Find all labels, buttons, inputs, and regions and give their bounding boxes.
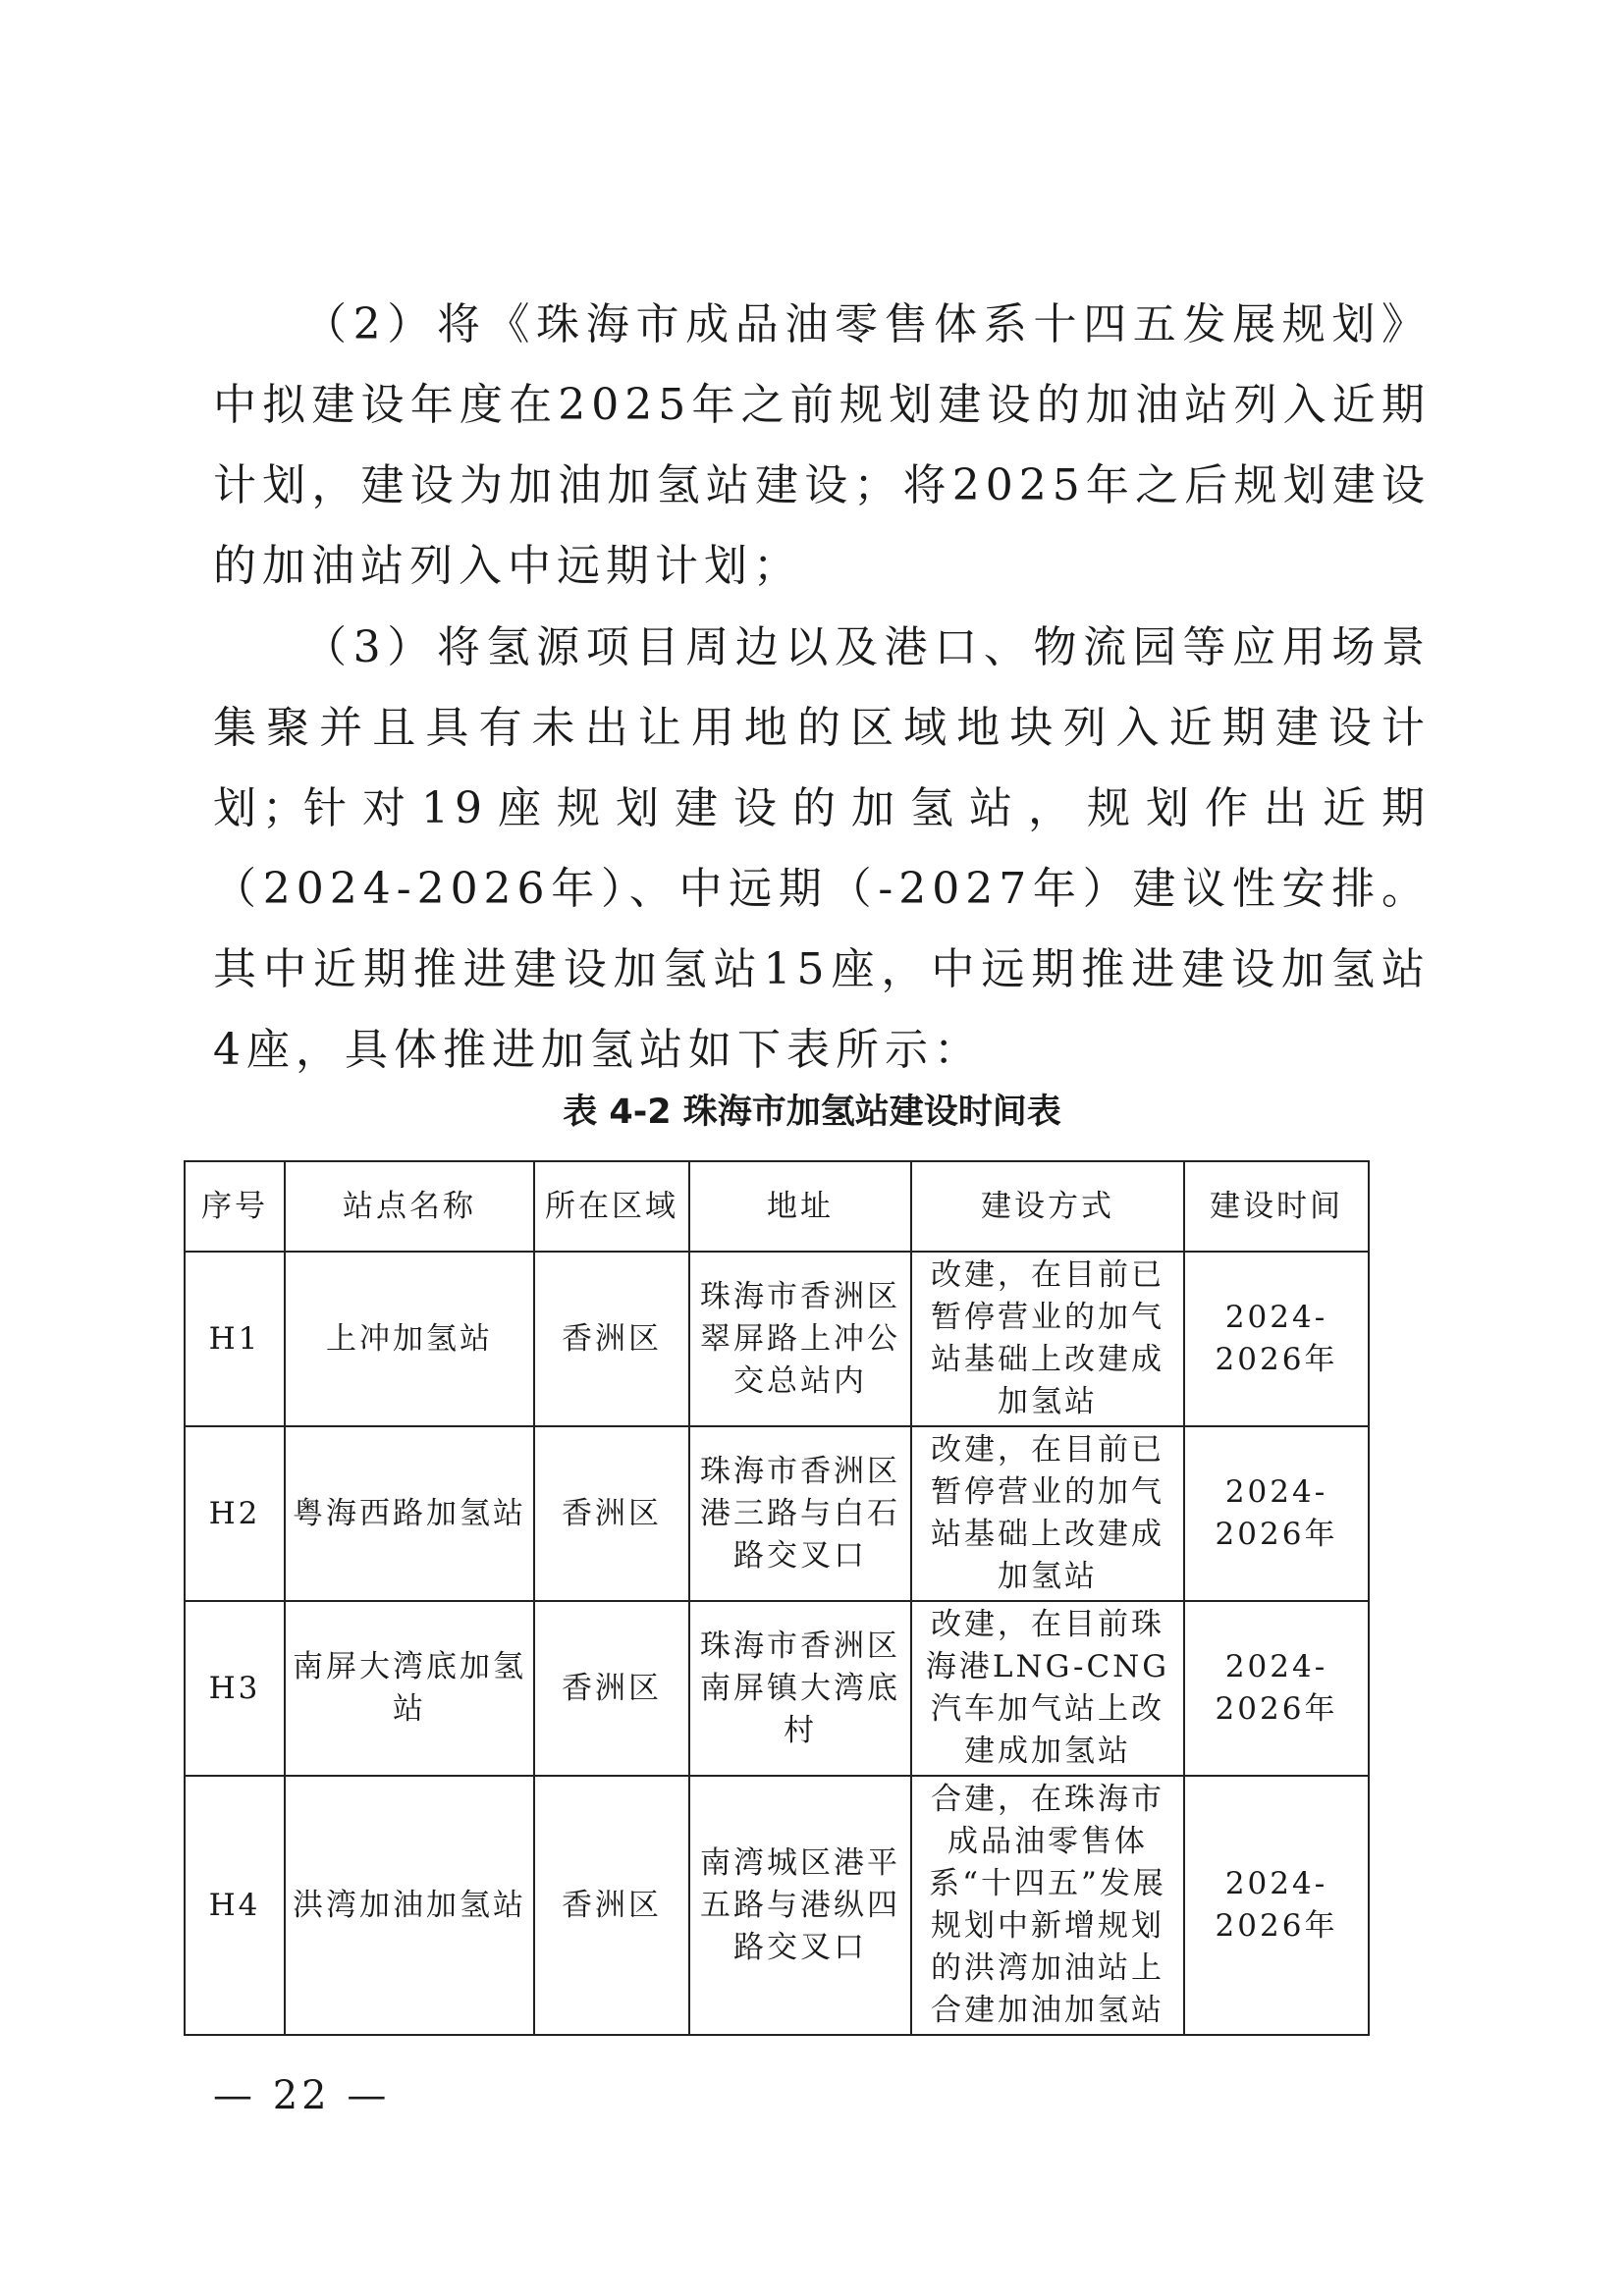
cell-serial: H3: [185, 1601, 285, 1776]
header-construction-time: 建设时间: [1184, 1161, 1369, 1252]
cell-construction-mode: 改建，在目前已暂停营业的加气站基础上改建成加氢站: [911, 1252, 1184, 1426]
cell-construction-mode: 合建，在珠海市成品油零售体系“十四五”发展规划中新增规划的洪湾加油站上合建加油加氢站: [911, 1776, 1184, 2035]
cell-district: 香洲区: [534, 1252, 689, 1426]
cell-district: 香洲区: [534, 1776, 689, 2035]
cell-construction-time: 2024-2026年: [1184, 1776, 1369, 2035]
paragraph-plan-item-2: （2）将《珠海市成品油零售体系十四五发展规划》中拟建设年度在2025年之前规划建设的加油站列入近期计划，建设为加油加氢站建设；将2025年之后规划建设的加油站列入中远期计划；: [213, 299, 1431, 591]
cell-serial: H4: [185, 1776, 285, 2035]
table-row: [185, 1426, 1369, 1601]
cell-serial: H2: [185, 1426, 285, 1601]
cell-district: 香洲区: [534, 1601, 689, 1776]
header-district: 所在区域: [534, 1161, 689, 1252]
hydrogen-station-schedule-table: [184, 1160, 1370, 2036]
table-row: [185, 1601, 1369, 1776]
cell-station-name: 南屏大湾底加氢站: [285, 1601, 534, 1776]
paragraph-plan-item-3: （3）将氢源项目周边以及港口、物流园等应用场景集聚并且具有未出让用地的区域地块列入近期建设计划；: [213, 622, 1431, 833]
cell-address: 珠海市香洲区港三路与白石路交叉口: [689, 1426, 911, 1601]
cell-address: 珠海市香洲区南屏镇大湾底村: [689, 1601, 911, 1776]
header-station-name: 站点名称: [285, 1161, 534, 1252]
cell-serial: H1: [185, 1252, 285, 1426]
cell-construction-time: 2024-2026年: [1184, 1601, 1369, 1776]
cell-construction-mode: 改建，在目前珠海港LNG-CNG汽车加气站上改建成加氢站: [911, 1601, 1184, 1776]
cell-address: 南湾城区港平五路与港纵四路交叉口: [689, 1776, 911, 2035]
table-row: [185, 1776, 1369, 2035]
header-serial: 序号: [185, 1161, 285, 1252]
cell-construction-time: 2024-2026年: [1184, 1426, 1369, 1601]
cell-construction-mode: 改建，在目前已暂停营业的加气站基础上改建成加氢站: [911, 1426, 1184, 1601]
cell-station-name: 洪湾加油加氢站: [285, 1776, 534, 2035]
cell-address: 珠海市香洲区翠屏路上冲公交总站内: [689, 1252, 911, 1426]
cell-station-name: 粤海西路加氢站: [285, 1426, 534, 1601]
table-header-row: [185, 1161, 1369, 1252]
table-caption: 表 4-2 珠海市加氢站建设时间表: [563, 1093, 1061, 1132]
header-construction-mode: 建设方式: [911, 1161, 1184, 1252]
header-address: 地址: [689, 1161, 911, 1252]
page-number: — 22 —: [213, 2073, 391, 2118]
paragraph-arrangement-summary: 针对19座规划建设的加氢站，规划作出近期（2024-2026年）、中远期（-2027年）建议性安排。其中近期推进建设加氢站15座，中远期推进建设加氢站4座，具体推进加氢站如下表所示：: [213, 783, 1431, 1075]
cell-station-name: 上冲加氢站: [285, 1252, 534, 1426]
cell-district: 香洲区: [534, 1426, 689, 1601]
cell-construction-time: 2024-2026年: [1184, 1252, 1369, 1426]
table-row: [185, 1252, 1369, 1426]
